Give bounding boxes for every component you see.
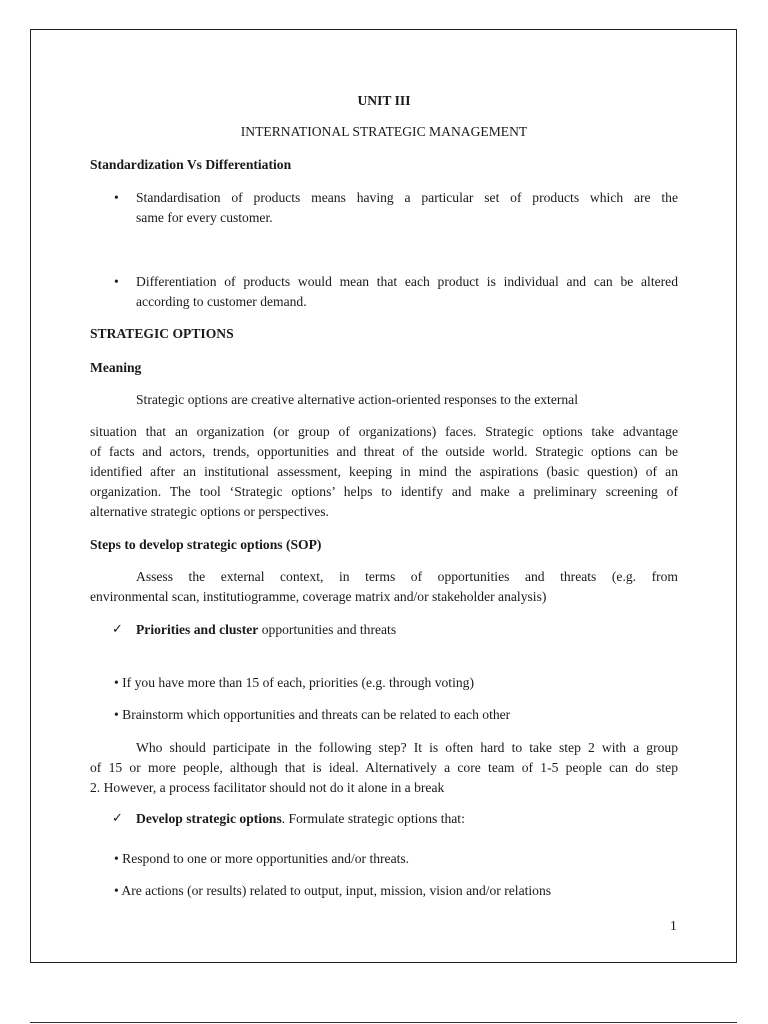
dot-item: • Are actions (or results) related to output, input, mission, vision and/or relations — [114, 883, 552, 898]
meaning-para-line: alternative strategic options or perspectives. — [90, 504, 329, 519]
section-heading-strategic-options: STRATEGIC OPTIONS — [90, 326, 234, 341]
section-heading-meaning: Meaning — [90, 360, 142, 375]
dot-item: • Brainstorm which opportunities and threats can be related to each other — [114, 707, 511, 722]
dot-item: • Respond to one or more opportunities and/or threats. — [114, 851, 410, 866]
page-number: 1 — [670, 918, 677, 933]
differentiation-line-2: according to customer demand. — [136, 294, 307, 309]
steps-para-line: environmental scan, institutiogramme, coverage matrix and/or stakeholder analysis) — [90, 589, 547, 604]
standardisation-line-2: same for every customer. — [136, 210, 273, 225]
steps-para-line: Assess the external context, in terms of opportunities and threats (e.g. from — [136, 569, 678, 584]
checklist-item-text: opportunities and threats — [258, 622, 397, 637]
meaning-first-line: Strategic options are creative alternative action-oriented responses to the external — [136, 392, 578, 407]
checklist-item-bold: Develop strategic options — [136, 811, 282, 826]
bullet-dot: • — [114, 190, 119, 205]
checklist-item-bold: Priorities and cluster — [136, 622, 259, 637]
section-heading-steps: Steps to develop strategic options (SOP) — [90, 537, 322, 552]
differentiation-line-1: Differentiation of products would mean that each product is individual and can be altered — [136, 274, 678, 289]
who-para-line: 2. However, a process facilitator should not do it alone in a break — [90, 780, 445, 795]
standardisation-line-1: Standardisation of products means having a particular set of products which are the — [136, 190, 678, 205]
checklist-item-text: . Formulate strategic options that: — [281, 811, 465, 826]
document-title: INTERNATIONAL STRATEGIC MANAGEMENT — [240, 124, 528, 139]
unit-heading: UNIT III — [357, 93, 411, 108]
checkmark-icon: ✓ — [112, 622, 123, 637]
section-heading-standardization: Standardization Vs Differentiation — [90, 157, 292, 172]
meaning-para-line: situation that an organization (or group of organizations) faces. Strategic options take advantage — [90, 424, 678, 439]
who-para-line: Who should participate in the following step? It is often hard to take step 2 with a group — [136, 740, 678, 755]
checklist-item-develop — [136, 810, 465, 827]
checklist-item-priorities — [136, 621, 396, 638]
dot-item: • If you have more than 15 of each, priorities (e.g. through voting) — [114, 675, 474, 690]
meaning-para-line: identified after an institutional assessment, keeping in mind the aspirations (basic question) of an — [90, 464, 678, 479]
who-para-line: of 15 or more people, although that is ideal. Alternatively a core team of 1-5 people can do step — [90, 760, 678, 775]
next-page-edge — [30, 1022, 737, 1023]
meaning-para-line: organization. The tool ‘Strategic options’ helps to identify and make a preliminary screening of — [90, 484, 678, 499]
meaning-para-line: of facts and actors, trends, opportunities and threat of the outside world. Strategic options can be — [90, 444, 678, 459]
bullet-dot: • — [114, 274, 119, 289]
checkmark-icon: ✓ — [112, 811, 123, 826]
